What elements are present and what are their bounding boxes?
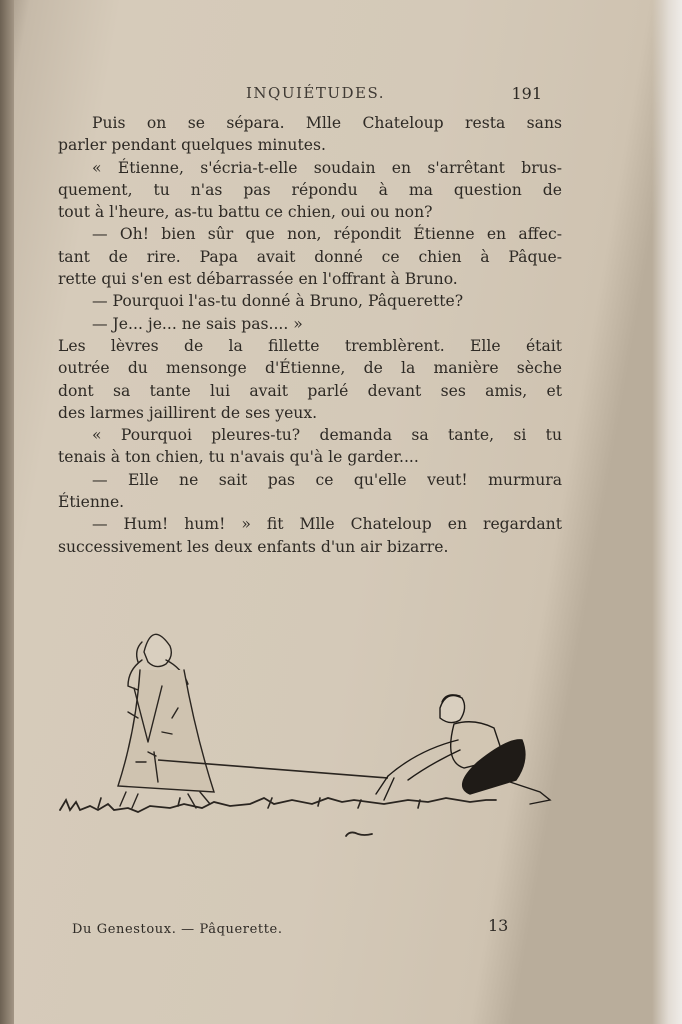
text-line: — Elle ne sait pas ce qu'elle veut! murmura <box>92 470 562 489</box>
text-line: — Pourquoi l'as-tu donné à Bruno, Pâquerette? <box>92 292 464 311</box>
girl-figure <box>118 634 214 808</box>
text-line: des larmes jaillirent de ses yeux. <box>58 403 318 422</box>
ground-mark <box>346 832 372 836</box>
text-line: dont sa tante lui avait parlé devant ses amis, et <box>58 381 562 400</box>
body-text <box>58 112 562 558</box>
page-number: 191 <box>511 84 542 103</box>
page-right-edge <box>652 0 682 1024</box>
text-line: Puis on se sépara. Mlle Chateloup resta sans <box>92 114 562 132</box>
text-line: outrée du mensonge d'Étienne, de la manière sèche <box>58 359 562 378</box>
text-line: successivement les deux enfants d'un air bizarre. <box>58 537 449 556</box>
text-line: tenais à ton chien, tu n'avais qu'à le garder.... <box>58 448 419 467</box>
footer-book-title: Du Genestoux. — Pâquerette. <box>72 922 283 937</box>
text-line: « Étienne, s'écria-t-elle soudain en s'arrêtant brus- <box>92 158 562 177</box>
text-line: Étienne. <box>58 493 125 512</box>
boy-figure <box>376 695 550 804</box>
illustration <box>58 612 578 852</box>
text-line: quement, tu n'as pas répondu à ma question de <box>58 180 562 199</box>
text-line: — Hum! hum! » fit Mlle Chateloup en regardant <box>92 515 562 534</box>
text-line: parler pendant quelques minutes. <box>58 136 326 155</box>
text-line: — Je... je... ne sais pas.... » <box>92 314 303 333</box>
page-gutter <box>0 0 14 1024</box>
text-line: Les lèvres de la fillette tremblèrent. Elle était <box>58 336 562 355</box>
text-line: tant de rire. Papa avait donné ce chien à Pâque- <box>58 247 562 266</box>
running-title: INQUIÉTUDES. <box>246 84 385 102</box>
grass-line <box>60 798 496 812</box>
text-line: « Pourquoi pleures-tu? demanda sa tante, si tu <box>92 426 562 445</box>
text-line: — Oh! bien sûr que non, répondit Étienne en affec- <box>92 225 562 244</box>
text-line: rette qui s'en est débarrassée en l'offrant à Bruno. <box>58 270 458 289</box>
footer-signature-number: 13 <box>488 916 509 935</box>
page-header <box>90 84 550 110</box>
text-line: tout à l'heure, as-tu battu ce chien, oui ou non? <box>58 203 433 222</box>
